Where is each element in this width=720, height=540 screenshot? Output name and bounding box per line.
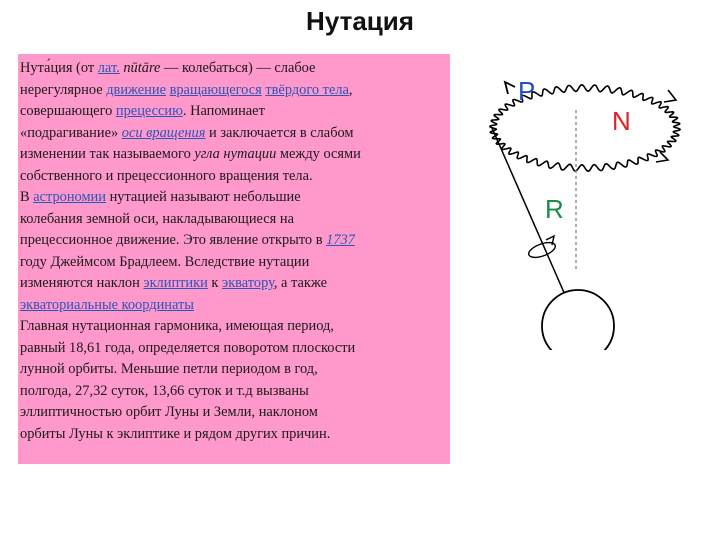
text-run: , а также: [273, 275, 328, 291]
text-run: эллиптичностью орбит Луны и Земли, наклоном: [20, 404, 318, 420]
text-link[interactable]: движение: [106, 81, 166, 98]
text-line: [20, 252, 448, 274]
text-link[interactable]: твёрдого тела: [265, 81, 349, 98]
text-line: [20, 424, 448, 446]
text-line: [20, 101, 448, 123]
text-link[interactable]: лат.: [97, 60, 120, 76]
text-run: между осями: [276, 146, 361, 162]
text-run: В: [20, 189, 34, 205]
emphasis-text: nūtāre: [123, 60, 161, 76]
text-line: [20, 166, 448, 188]
earth-circle: [542, 290, 614, 350]
ellipse-arrow-right-bottom: [656, 152, 668, 162]
text-link[interactable]: вращающегося: [169, 81, 262, 98]
text-link[interactable]: экватору: [222, 275, 274, 291]
text-run: совершающего: [20, 103, 116, 119]
nutation-diagram: [470, 50, 710, 350]
page-title: Нутация: [306, 6, 414, 36]
label-p: P: [518, 76, 536, 106]
text-run: нутацией называют небольшие: [105, 189, 301, 205]
emphasis-text: угла нутации: [194, 146, 277, 162]
text-run: изменении так называемого: [20, 146, 195, 162]
text-line: [20, 80, 448, 102]
text-panel: [18, 54, 450, 464]
label-n: N: [612, 106, 631, 136]
text-link[interactable]: экваториальные координаты: [20, 296, 194, 313]
text-run: колебания земной оси, накладывающиеся на: [20, 210, 294, 227]
text-line: [20, 209, 448, 231]
text-line: [20, 381, 448, 403]
text-run: ,: [348, 81, 353, 98]
text-line: [20, 187, 448, 209]
ellipse-arrow-right-top: [664, 90, 676, 102]
text-run: равный 18,61 года, определяется поворотом плоскости: [20, 339, 356, 356]
rotation-axis: [492, 128, 576, 320]
text-line: [20, 123, 448, 145]
text-line: [20, 402, 448, 424]
label-r: R: [545, 194, 564, 224]
text-run: лунной орбиты. Меньшие петли периодом в год,: [20, 361, 318, 377]
text-run: прецессионное движение. Это явление открыто в: [20, 232, 327, 248]
text-line: [20, 273, 448, 295]
text-line: [20, 230, 448, 252]
text-line: [20, 295, 448, 317]
text-line: [20, 144, 448, 166]
text-run: собственного и прецессионного вращения тела.: [20, 167, 313, 184]
text-run: . Напоминает: [182, 103, 265, 119]
text-link[interactable]: астрономии: [33, 189, 106, 205]
text-run: — колебаться) — слабое: [160, 60, 316, 76]
text-line: [20, 359, 448, 381]
text-link[interactable]: 1737: [326, 232, 355, 248]
text-run: полгода, 27,32 суток, 13,66 суток и т.д вызваны: [20, 382, 309, 399]
text-run: орбиты Луны к эклиптике и рядом других причин.: [20, 425, 331, 442]
text-run: изменяются наклон: [20, 275, 144, 291]
text-run: году Джеймсом Брадлеем. Вследствие нутации: [20, 253, 310, 270]
text-link[interactable]: оси вращения: [121, 124, 206, 141]
text-run: «подрагивание»: [20, 124, 122, 141]
precession-arrow: [505, 82, 515, 94]
text-run: и заключается в слабом: [205, 124, 354, 141]
rotation-arrow: [546, 236, 554, 245]
text-line: [20, 316, 448, 338]
text-run: к: [207, 275, 223, 291]
text-run: Нута́ция (от: [20, 60, 98, 76]
text-link[interactable]: прецессию: [115, 103, 183, 119]
text-line: [20, 338, 448, 360]
text-run: нерегулярное: [20, 81, 107, 98]
text-run: Главная нутационная гармоника, имеющая период,: [20, 318, 334, 334]
text-line: [20, 58, 448, 80]
text-link[interactable]: эклиптики: [143, 275, 208, 291]
